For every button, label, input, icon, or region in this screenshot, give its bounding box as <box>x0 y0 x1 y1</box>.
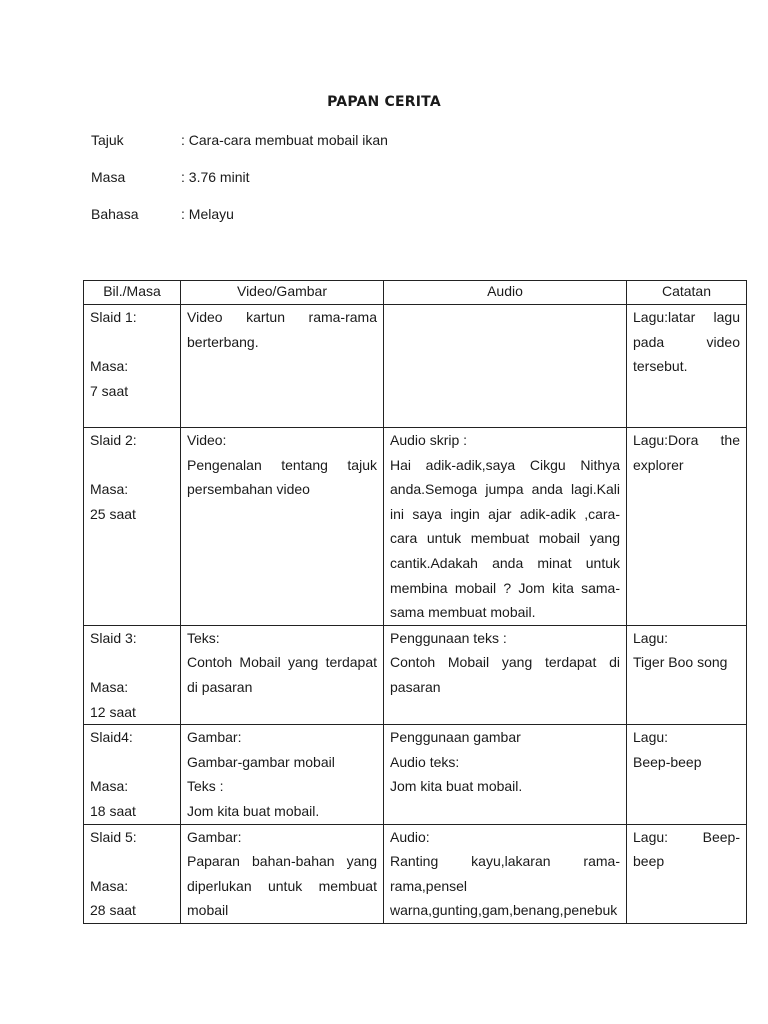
header-video-gambar: Video/Gambar <box>181 281 384 305</box>
cell-bil <box>84 305 181 428</box>
cell-line: rama,pensel <box>390 877 468 894</box>
cell-line: Masa: <box>90 481 129 498</box>
cell-line: Audio skrip : <box>390 432 468 448</box>
cell-line: Gambar-gambar mobail <box>187 753 335 770</box>
table-row <box>84 625 747 724</box>
cell-line <box>90 750 174 775</box>
table-row <box>84 428 747 626</box>
cell-line: Jom kita buat mobail. <box>187 802 320 819</box>
cell-bil <box>84 625 181 724</box>
cell-line: Slaid 5: <box>90 828 137 845</box>
cell-video <box>181 428 384 626</box>
cell-line: pada video <box>633 333 740 350</box>
cell-audio <box>384 625 627 724</box>
meta-label: Bahasa <box>91 206 139 222</box>
header-audio: Audio <box>384 281 627 305</box>
cell-line: Gambar: <box>187 828 242 845</box>
meta-value: : Melayu <box>181 206 234 222</box>
cell-line: Slaid 1: <box>90 309 137 325</box>
meta-label: Tajuk <box>91 132 124 148</box>
cell-line: Slaid 3: <box>90 629 137 646</box>
meta-label: Masa <box>91 169 126 185</box>
cell-line: Lagu: Beep- <box>633 828 740 845</box>
cell-line: Jom kita buat mobail. <box>390 778 523 795</box>
cell-line: membina mobail ? Jom kita sama- <box>390 579 620 596</box>
cell-line: Lagu: <box>633 729 669 746</box>
cell-line: persembahan video <box>187 481 310 498</box>
cell-catatan <box>627 305 747 428</box>
header-bil-masa: Bil./Masa <box>84 281 181 305</box>
cell-line: Beep-beep <box>633 753 702 770</box>
cell-catatan <box>627 725 747 824</box>
cell-catatan <box>627 428 747 626</box>
meta-row-bahasa <box>91 205 234 223</box>
cell-line: Tiger Boo song <box>633 654 728 671</box>
cell-line: pasaran <box>390 678 441 695</box>
cell-line: Lagu:latar lagu <box>633 309 740 325</box>
cell-line: cantik.Adakah anda minat untuk <box>390 554 620 571</box>
cell-line: 12 saat <box>90 703 136 720</box>
cell-catatan <box>627 625 747 724</box>
cell-line: di pasaran <box>187 678 253 695</box>
cell-line: beep <box>633 853 665 870</box>
cell-line: 25 saat <box>90 505 136 522</box>
cell-line: Teks: <box>187 629 220 646</box>
cell-audio <box>384 305 627 428</box>
cell-line: diperlukan untuk membuat <box>187 877 377 894</box>
cell-line: Penggunaan gambar <box>390 729 521 746</box>
cell-video <box>181 824 384 923</box>
cell-line: Penggunaan teks : <box>390 629 507 646</box>
cell-line: Ranting kayu,lakaran rama- <box>390 853 620 870</box>
meta-row-tajuk <box>91 131 388 149</box>
cell-line: Masa: <box>90 778 129 795</box>
table-row <box>84 305 747 428</box>
cell-line: Slaid4: <box>90 729 133 746</box>
cell-line: Teks : <box>187 778 224 795</box>
cell-bil <box>84 428 181 626</box>
table-row <box>84 824 747 923</box>
cell-video <box>181 305 384 428</box>
cell-line: 28 saat <box>90 902 136 919</box>
cell-audio <box>384 824 627 923</box>
cell-line <box>90 330 174 355</box>
table-row <box>84 725 747 824</box>
cell-bil <box>84 725 181 824</box>
cell-catatan <box>627 824 747 923</box>
cell-bil <box>84 824 181 923</box>
cell-audio <box>384 428 627 626</box>
storyboard-table <box>83 280 747 924</box>
cell-line: Masa: <box>90 877 129 894</box>
cell-line: sama membuat mobail. <box>390 604 536 621</box>
cell-line: Gambar: <box>187 729 242 746</box>
cell-line: Audio: <box>390 828 430 845</box>
cell-line: Masa: <box>90 358 129 375</box>
cell-line: warna,gunting,gam,benang,penebuk <box>390 902 618 919</box>
document-title: PAPAN CERITA <box>327 94 441 110</box>
cell-line: 7 saat <box>90 382 129 399</box>
cell-line: cara untuk membuat mobail yang <box>390 530 620 547</box>
cell-line: Lagu: <box>633 629 669 646</box>
cell-line: Contoh Mobail yang terdapat <box>187 654 377 671</box>
cell-line: Lagu:Dora the <box>633 432 740 448</box>
cell-line: tersebut. <box>633 358 688 375</box>
cell-line: Slaid 2: <box>90 432 137 448</box>
cell-video <box>181 625 384 724</box>
cell-line: Video kartun rama-rama <box>187 309 377 325</box>
cell-audio <box>384 725 627 824</box>
cell-line: Pengenalan tentang tajuk <box>187 456 377 473</box>
cell-line: ini saya ingin ajar adik-adik ,cara- <box>390 505 620 522</box>
cell-line: Hai adik-adik,saya Cikgu Nithya <box>390 456 620 473</box>
cell-line: Contoh Mobail yang terdapat di <box>390 654 620 671</box>
cell-line: Masa: <box>90 678 129 695</box>
cell-video <box>181 725 384 824</box>
meta-row-masa <box>91 168 249 186</box>
meta-value: : Cara-cara membuat mobail ikan <box>181 132 388 148</box>
table-header-row <box>84 281 747 305</box>
cell-line: Audio teks: <box>390 753 460 770</box>
header-catatan: Catatan <box>627 281 747 305</box>
cell-line: Paparan bahan-bahan yang <box>187 853 377 870</box>
cell-line: explorer <box>633 456 684 473</box>
cell-line <box>90 849 174 874</box>
cell-line: mobail <box>187 902 229 919</box>
cell-line: anda.Semoga jumpa anda lagi.Kali <box>390 481 620 498</box>
cell-line <box>90 650 174 675</box>
cell-line: Video: <box>187 432 227 448</box>
cell-line: berterbang. <box>187 333 259 350</box>
cell-line: 18 saat <box>90 802 136 819</box>
cell-line <box>90 453 174 478</box>
meta-value: : 3.76 minit <box>181 169 250 185</box>
